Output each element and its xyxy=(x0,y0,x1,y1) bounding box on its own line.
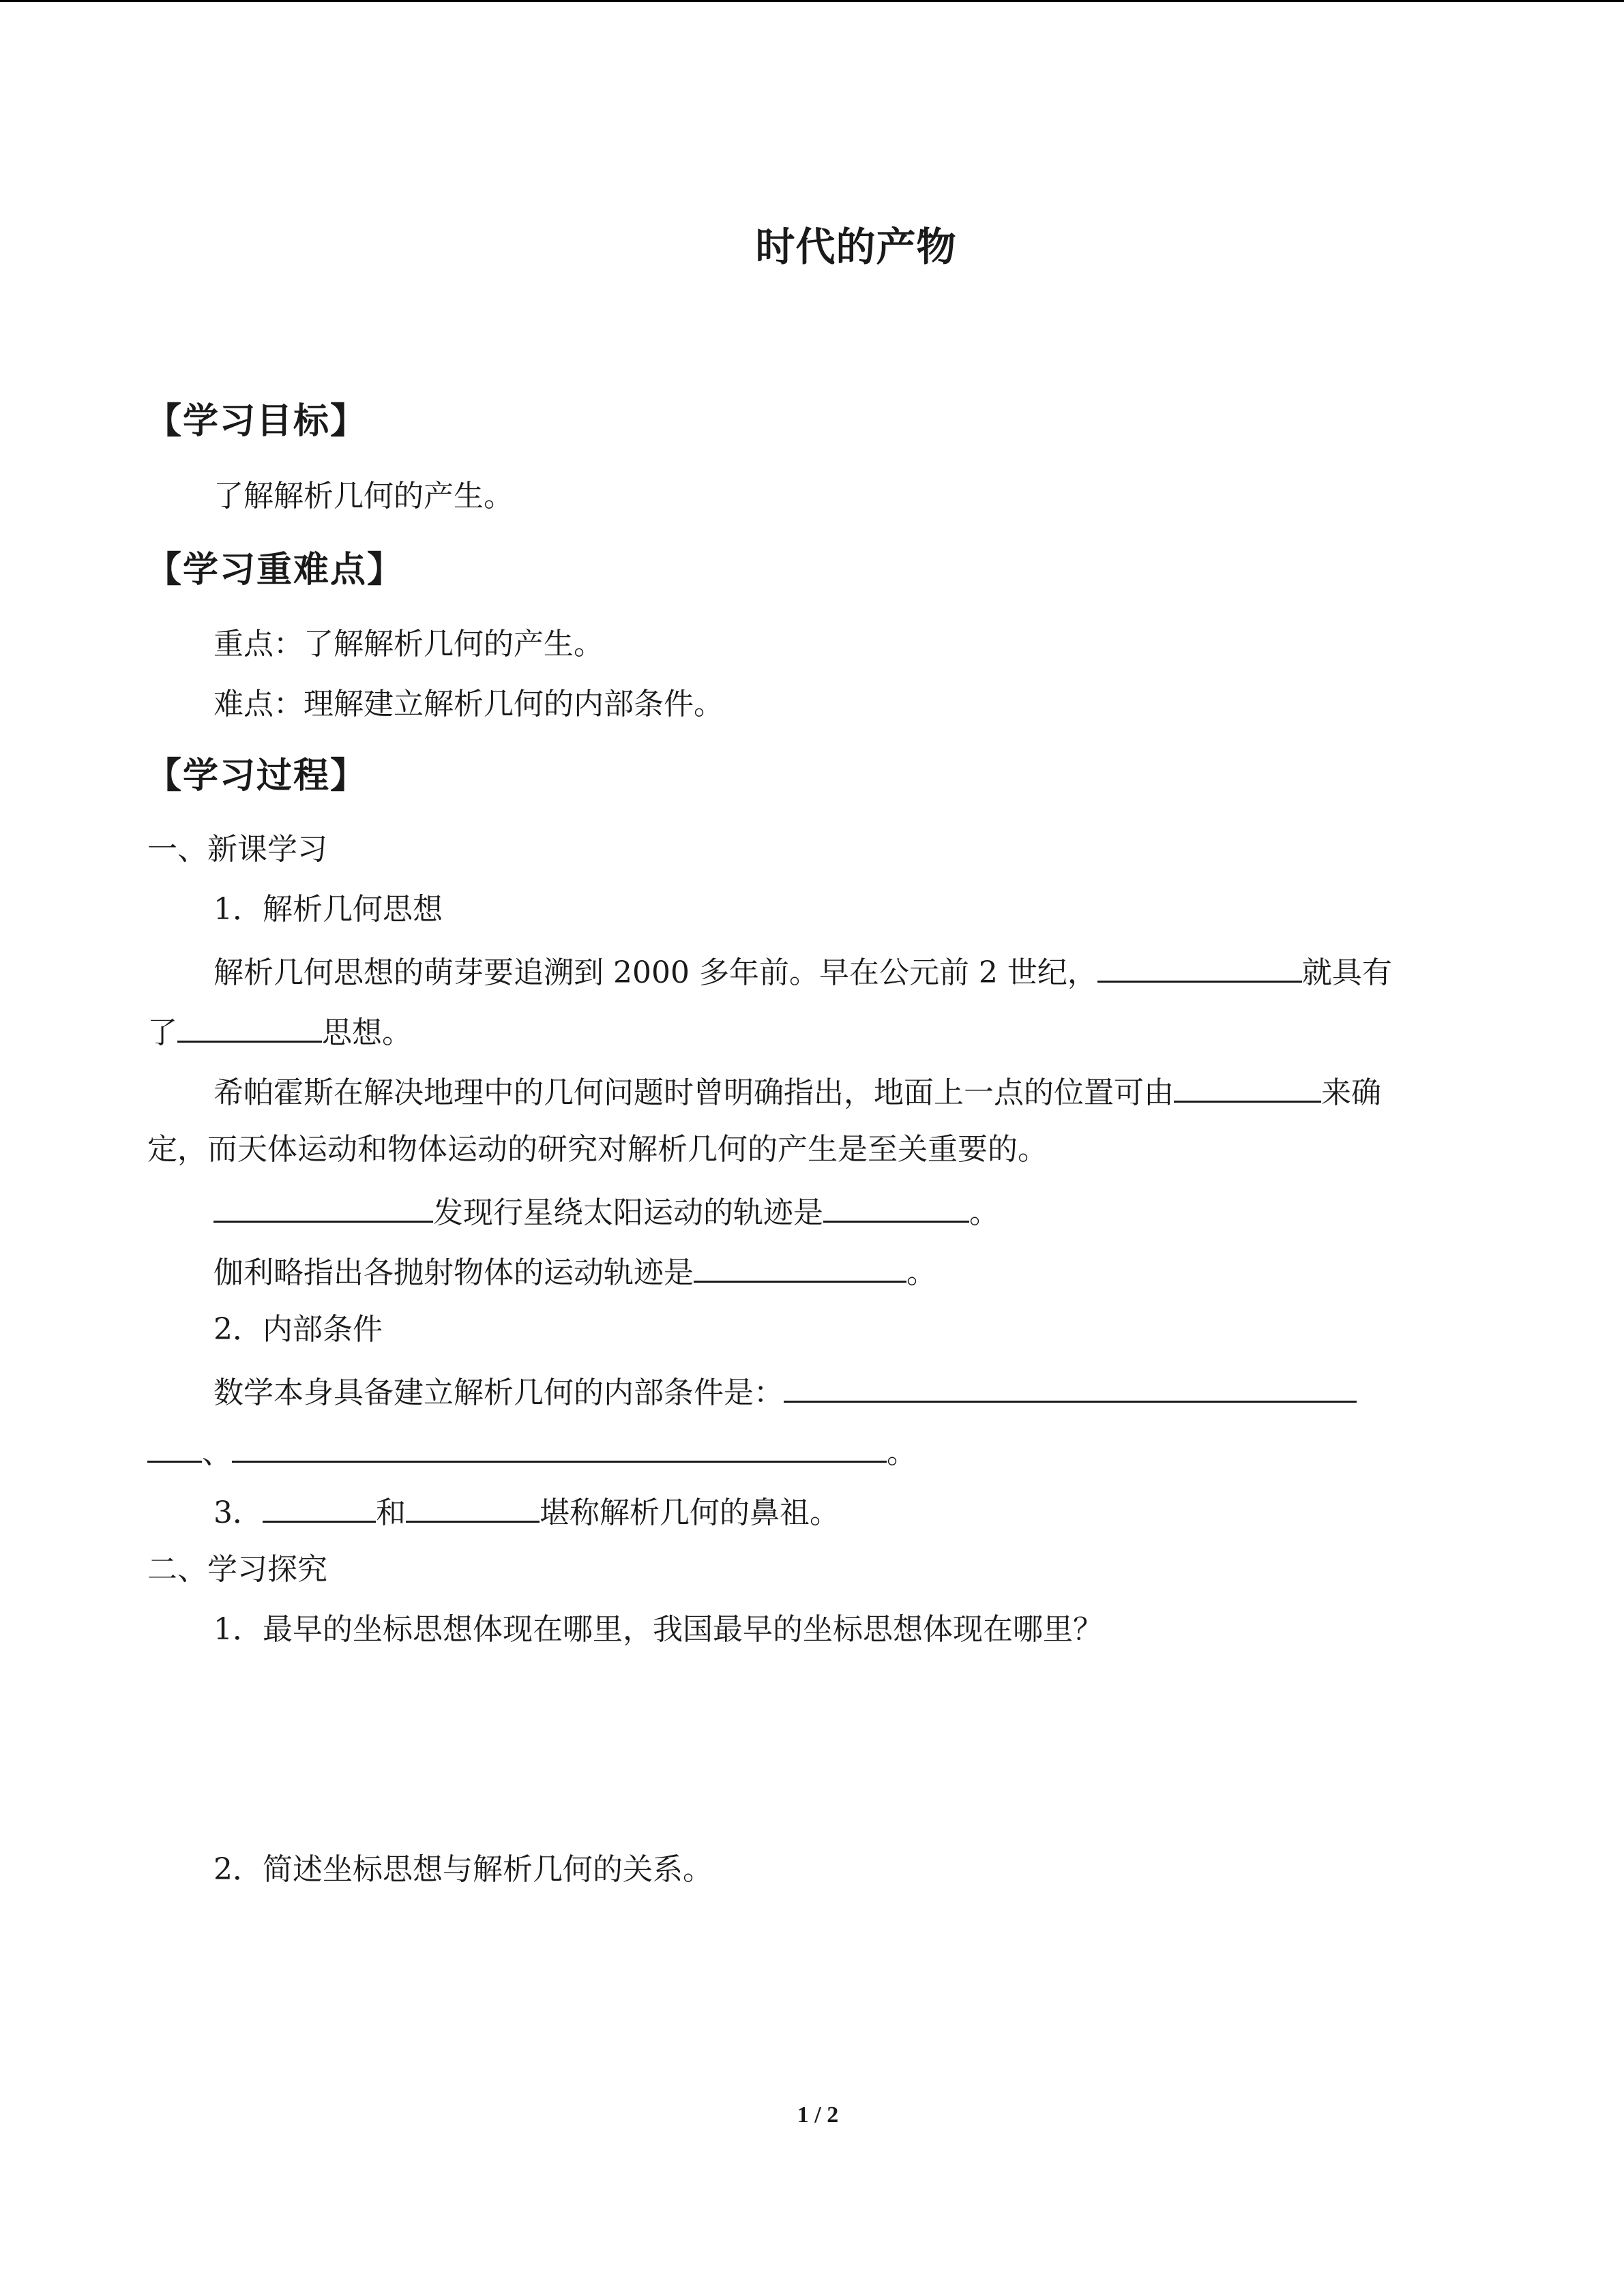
paragraph-5-line-2 xyxy=(147,1431,917,1472)
blank-input[interactable] xyxy=(1174,1071,1321,1103)
part1-heading: 一、新课学习 xyxy=(147,832,327,867)
heading-learning-process: 【学习过程】 xyxy=(146,756,368,796)
blank-input[interactable] xyxy=(694,1251,906,1283)
p4-text-b: 。 xyxy=(906,1255,936,1290)
p5-text-c: 。 xyxy=(887,1435,917,1470)
paragraph-5-line-1 xyxy=(213,1371,1357,1412)
blank-input[interactable] xyxy=(263,1491,376,1523)
p1-text-c: 了 xyxy=(147,1015,177,1050)
p1-text-d: 思想。 xyxy=(322,1015,412,1050)
blank-input[interactable] xyxy=(147,1431,202,1463)
item3-text-b: 和 xyxy=(376,1495,406,1530)
paragraph-4 xyxy=(213,1251,936,1292)
p2-text-a: 希帕霍斯在解决地理中的几何问题时曾明确指出，地面上一点的位置可由 xyxy=(213,1075,1174,1110)
p2-text-b: 来确 xyxy=(1321,1075,1381,1110)
blank-input[interactable] xyxy=(784,1371,1357,1403)
blank-input[interactable] xyxy=(1097,951,1302,983)
blank-input[interactable] xyxy=(213,1191,433,1223)
p5-text-b: 、 xyxy=(202,1435,232,1470)
question-1: 1．最早的坐标思想体现在哪里，我国最早的坐标思想体现在哪里？ xyxy=(213,1612,1103,1647)
item2-title: 2．内部条件 xyxy=(213,1312,383,1347)
item3-text-c: 堪称解析几何的鼻祖。 xyxy=(540,1495,840,1530)
heading-learning-goals: 【学习目标】 xyxy=(146,401,368,442)
p4-text-a: 伽利略指出各抛射物体的运动轨迹是 xyxy=(213,1255,694,1290)
paragraph-2-line-2: 定，而天体运动和物体运动的研究对解析几何的产生是至关重要的。 xyxy=(147,1132,1048,1167)
p1-text-b: 就具有 xyxy=(1301,955,1392,990)
paragraph-1-line-2 xyxy=(147,1011,412,1052)
p1-text-a: 解析几何思想的萌芽要追溯到 2000 多年前。早在公元前 2 世纪， xyxy=(213,955,1097,990)
paragraph-2-line-1 xyxy=(213,1071,1381,1112)
p3-text-b: 。 xyxy=(969,1195,999,1230)
key-point-difficulty: 难点：理解建立解析几何的内部条件。 xyxy=(213,687,724,721)
part2-heading: 二、学习探究 xyxy=(147,1552,327,1587)
blank-input[interactable] xyxy=(823,1191,969,1223)
blank-input[interactable] xyxy=(177,1011,322,1043)
item3-text-a: 3． xyxy=(213,1495,263,1530)
page-number: 1 / 2 xyxy=(797,2102,839,2128)
p5-text-a: 数学本身具备建立解析几何的内部条件是： xyxy=(213,1375,784,1410)
blank-input[interactable] xyxy=(232,1431,887,1463)
blank-input[interactable] xyxy=(406,1491,540,1523)
goals-text: 了解解析几何的产生。 xyxy=(213,479,514,513)
item3 xyxy=(213,1491,840,1532)
paragraph-3 xyxy=(213,1191,999,1232)
p3-text-a: 发现行星绕太阳运动的轨迹是 xyxy=(433,1195,823,1230)
item1-title: 1．解析几何思想 xyxy=(213,892,443,927)
paragraph-1-line-1 xyxy=(213,951,1392,992)
page-title: 时代的产物 xyxy=(755,224,957,270)
heading-key-points: 【学习重难点】 xyxy=(146,550,404,591)
question-2: 2．简述坐标思想与解析几何的关系。 xyxy=(213,1852,713,1887)
key-point-focus: 重点：了解解析几何的产生。 xyxy=(213,627,604,661)
